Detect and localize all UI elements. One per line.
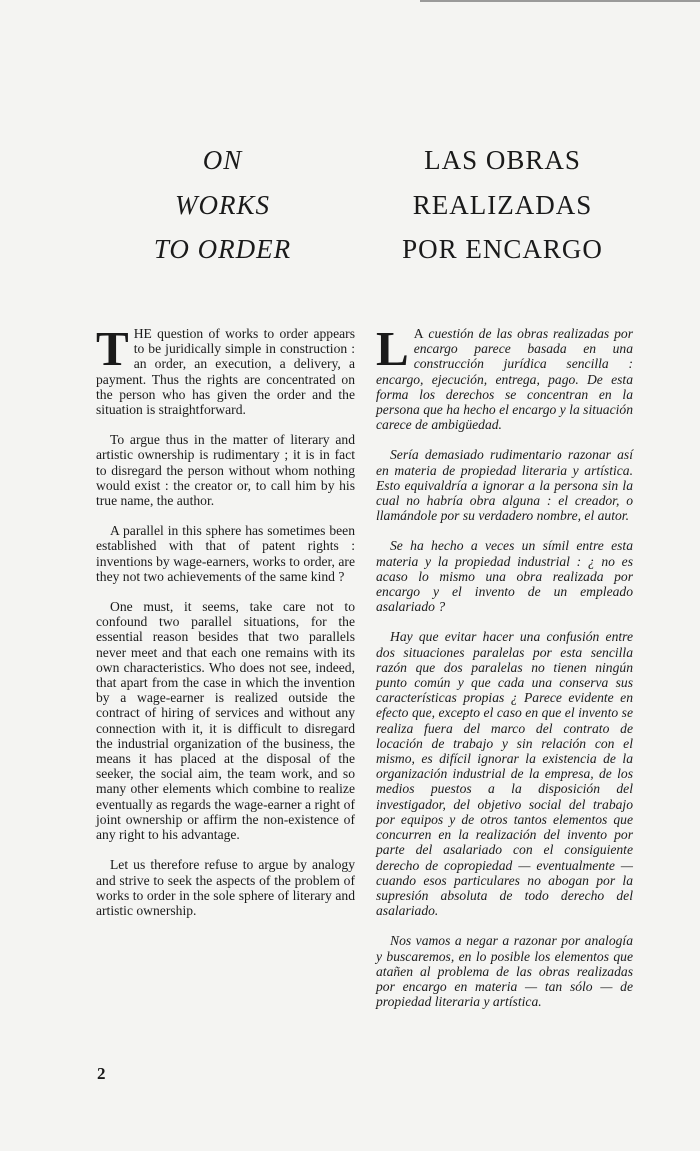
- english-paragraph: Let us therefore refuse to argue by analogy and strive to seek the aspects of the problem of works to order in the sole sphere of literary and artistic ownership.: [96, 857, 355, 918]
- spanish-title-line: POR ENCARGO: [402, 234, 603, 264]
- english-paragraph: One must, it seems, take care not to confound two parallel situations, for the essential reason besides that two parallels never meet and that each one remains with its own characteristics. Who does not see, indeed, that apart from the case in which the invention by a wage-earner is realized outside the contract of hiring of services and without any connection with it, it is difficult to disregard the industrial organization of the business, the means it has placed at the disposal of the seeker, the social aim, the team work, and so many other elements which combine to realize eventually as regards the wage-earner a right of joint ownership or affirm the non-existence of any right to his advantage.: [96, 599, 355, 843]
- spanish-title-line: REALIZADAS: [412, 189, 593, 220]
- spanish-paragraph: Se ha hecho a veces un símil entre esta materia y la propiedad industrial : ¿ no es acaso lo mismo una obra realizada por encargo y el invento de un empleado asalariado ?: [376, 538, 633, 615]
- english-paragraph: A parallel in this sphere has sometimes been established with that of patent rights : inventions by wage-earners, works to order, are they not two achievements of the same kind ?: [96, 523, 355, 584]
- spanish-paragraph: Sería demasiado rudimentario razonar así en materia de propiedad literaria y artística. Esto equivaldría a ignorar a la persona sin la cual no habría obra alguna : el creador, o llamándole por su verdadero nombre, el autor.: [376, 447, 633, 524]
- english-paragraph: [96, 321, 355, 418]
- spanish-paragraph: Nos vamos a negar a razonar por analogía y buscaremos, en lo posible los elementos que atañen al problema de las obras realizadas por encargo en materia — tan sólo — de propiedad literaria y artística.: [376, 933, 633, 1010]
- page-number: 2: [97, 1064, 106, 1083]
- english-paragraph-text: question of works to order appears to be juridically simple in construction : an order, an execution, a delivery, a payment. Thus the rights are concentrated on the person who has given the order and the situation is straightforward.: [96, 326, 355, 418]
- english-title-line: TO ORDER: [153, 234, 292, 264]
- english-column: [96, 321, 355, 933]
- english-dropcap: T: [96, 321, 128, 376]
- spanish-column: [376, 321, 633, 1024]
- spanish-paragraph: Hay que evitar hacer una confusión entre dos situaciones paralelas por esta sencilla razón que dos paralelas no tienen ningún punto común y que cada una conserva sus características propias ¿ Parece evidente en efecto que, excepto el caso en que el invento se realiza fuera del marco del contrato de locación de trabajo y sin relación con el mismo, es difícil ignorar la existencia de la organización industrial de la empresa, de los medios puestos a la disposición del investigador, del objetivo social del trabajo por equipos y de otros tantos elementos que concurren en la realización del invento por parte del asalariado con el consiguiente derecho de copropiedad — eventualmente — cuando esos particulares no abogan por la supresión absoluta de todo derecho del asalariado.: [376, 629, 633, 919]
- spanish-paragraph: [376, 321, 633, 433]
- english-lead-word: HE: [133, 326, 152, 341]
- english-paragraph: To argue thus in the matter of literary and artistic ownership is rudimentary ; it is in fact to disregard the person without whom nothing would exist : the creator or, to call him by his true name, the author.: [96, 432, 355, 509]
- english-title: [100, 138, 345, 272]
- english-title-line: WORKS: [175, 189, 270, 220]
- spanish-title-line: LAS OBRAS: [424, 145, 581, 175]
- top-rule: [420, 0, 700, 2]
- english-title-line: ON: [202, 145, 243, 175]
- spanish-dropcap: L: [376, 321, 408, 376]
- spanish-title: [375, 138, 630, 272]
- spanish-lead-word: A: [413, 326, 424, 341]
- spanish-paragraph-text: cuestión de las obras realizadas por encargo parece basada en una construcción jurídica sencilla : encargo, ejecución, entrega, pago. De esta forma los derechos se concentran en la persona que ha hecho el encargo y la situación carece de ambigüedad.: [376, 326, 633, 433]
